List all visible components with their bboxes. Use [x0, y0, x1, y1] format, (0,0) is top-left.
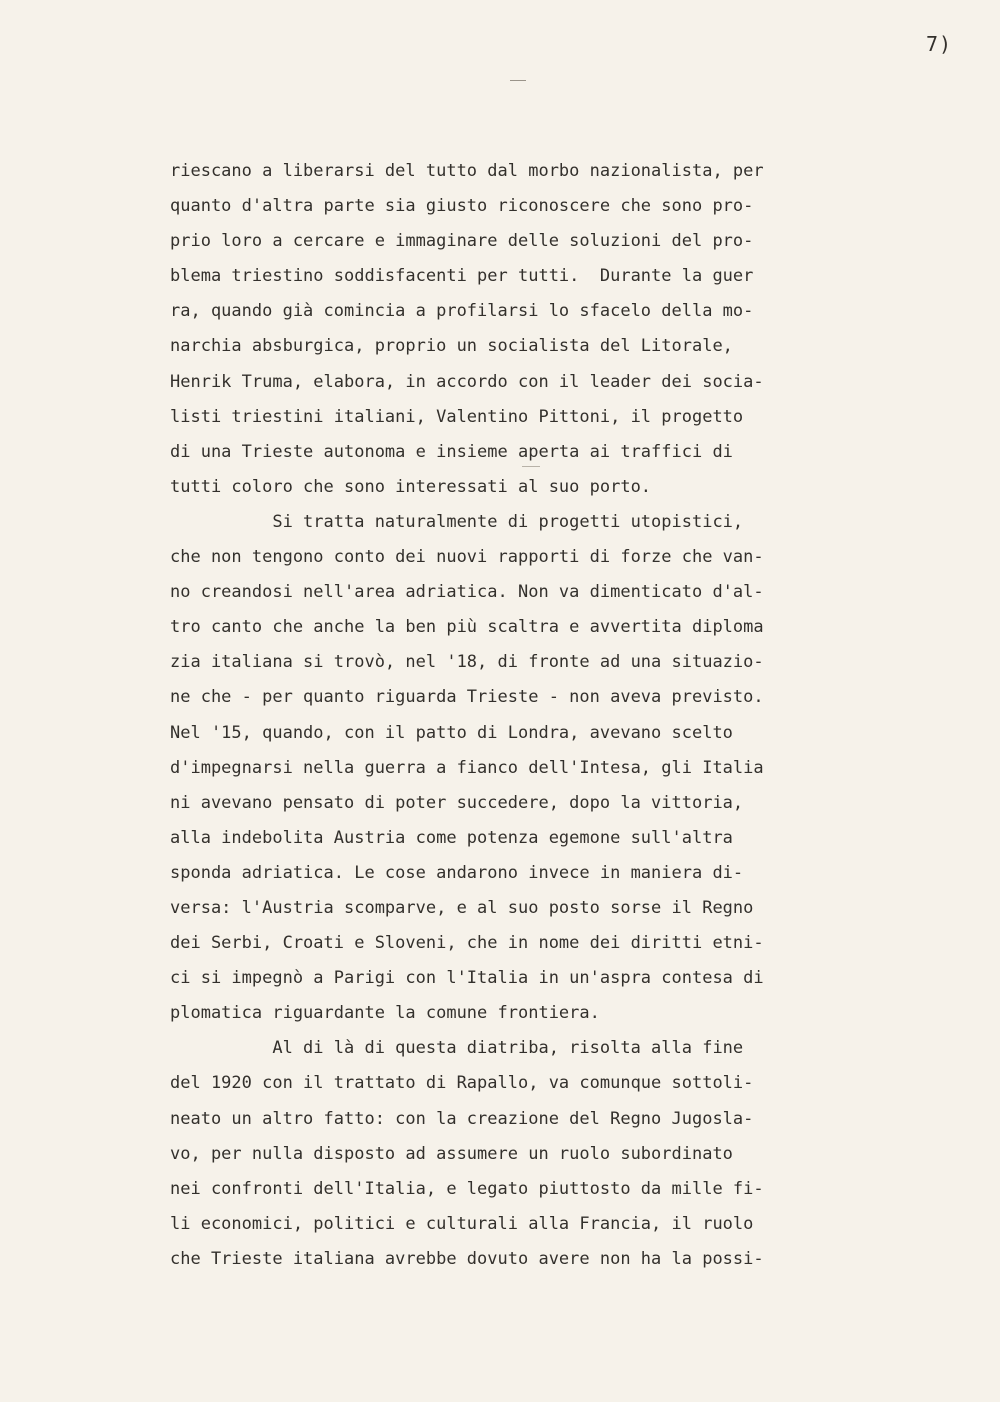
text-line: no creandosi nell'area adriatica. Non va dimenticato d'al- [170, 582, 764, 603]
top-dash-mark [510, 80, 526, 81]
page-number: 7) [926, 32, 953, 56]
text-line: neato un altro fatto: con la creazione del Regno Jugosla- [170, 1108, 754, 1129]
text-line: Henrik Truma, elabora, in accordo con il leader dei socia- [170, 371, 764, 392]
text-line: quanto d'altra parte sia giusto riconoscere che sono pro- [170, 196, 754, 217]
text-line: ni avevano pensato di poter succedere, dopo la vittoria, [170, 792, 744, 813]
text-line: di una Trieste autonoma e insieme aperta ai traffici di [170, 441, 733, 462]
text-line: riescano a liberarsi del tutto dal morbo nazionalista, per [170, 161, 764, 181]
text-line: Si tratta naturalmente di progetti utopistici, [170, 511, 744, 532]
text-line: del 1920 con il trattato di Rapallo, va comunque sottoli- [170, 1073, 754, 1094]
text-line: alla indebolita Austria come potenza egemone sull'altra [170, 827, 733, 848]
text-line: d'impegnarsi nella guerra a fianco dell'Intesa, gli Italia [170, 757, 764, 778]
text-line: tutti coloro che sono interessati al suo porto. [170, 476, 652, 497]
text-line: blema triestino soddisfacenti per tutti. Durante la guer [170, 266, 754, 287]
text-line: versa: l'Austria scomparve, e al suo posto sorse il Regno [170, 897, 754, 918]
text-line: dei Serbi, Croati e Sloveni, che in nome dei diritti etni- [170, 933, 764, 954]
text-line: listi triestini italiani, Valentino Pittoni, il progetto [170, 406, 744, 427]
text-line: narchia absburgica, proprio un socialista del Litorale, [170, 336, 733, 357]
text-line: che Trieste italiana avrebbe dovuto avere non ha la possi- [170, 1248, 764, 1269]
text-line: plomatica riguardante la comune frontiera. [170, 1003, 600, 1024]
body-text [170, 154, 890, 1277]
text-line: ci si impegnò a Parigi con l'Italia in un'aspra contesa di [170, 968, 764, 989]
text-line: Nel '15, quando, con il patto di Londra, avevano scelto [170, 722, 733, 743]
text-line: ne che - per quanto riguarda Trieste - non aveva previsto. [170, 687, 764, 708]
text-line: sponda adriatica. Le cose andarono invece in maniera di- [170, 862, 744, 883]
text-line: vo, per nulla disposto ad assumere un ruolo subordinato [170, 1143, 733, 1164]
text-line: prio loro a cercare e immaginare delle soluzioni del pro- [170, 231, 754, 252]
text-line: ra, quando già comincia a profilarsi lo sfacelo della mo- [170, 301, 754, 322]
text-line: li economici, politici e culturali alla Francia, il ruolo [170, 1213, 754, 1234]
text-line: nei confronti dell'Italia, e legato piuttosto da mille fi- [170, 1178, 764, 1199]
text-line: tro canto che anche la ben più scaltra e avvertita diploma [170, 617, 764, 638]
text-line: Al di là di questa diatriba, risolta alla fine [170, 1038, 744, 1059]
text-line: che non tengono conto dei nuovi rapporti di forze che van- [170, 547, 764, 568]
text-line: zia italiana si trovò, nel '18, di fronte ad una situazio- [170, 652, 764, 673]
